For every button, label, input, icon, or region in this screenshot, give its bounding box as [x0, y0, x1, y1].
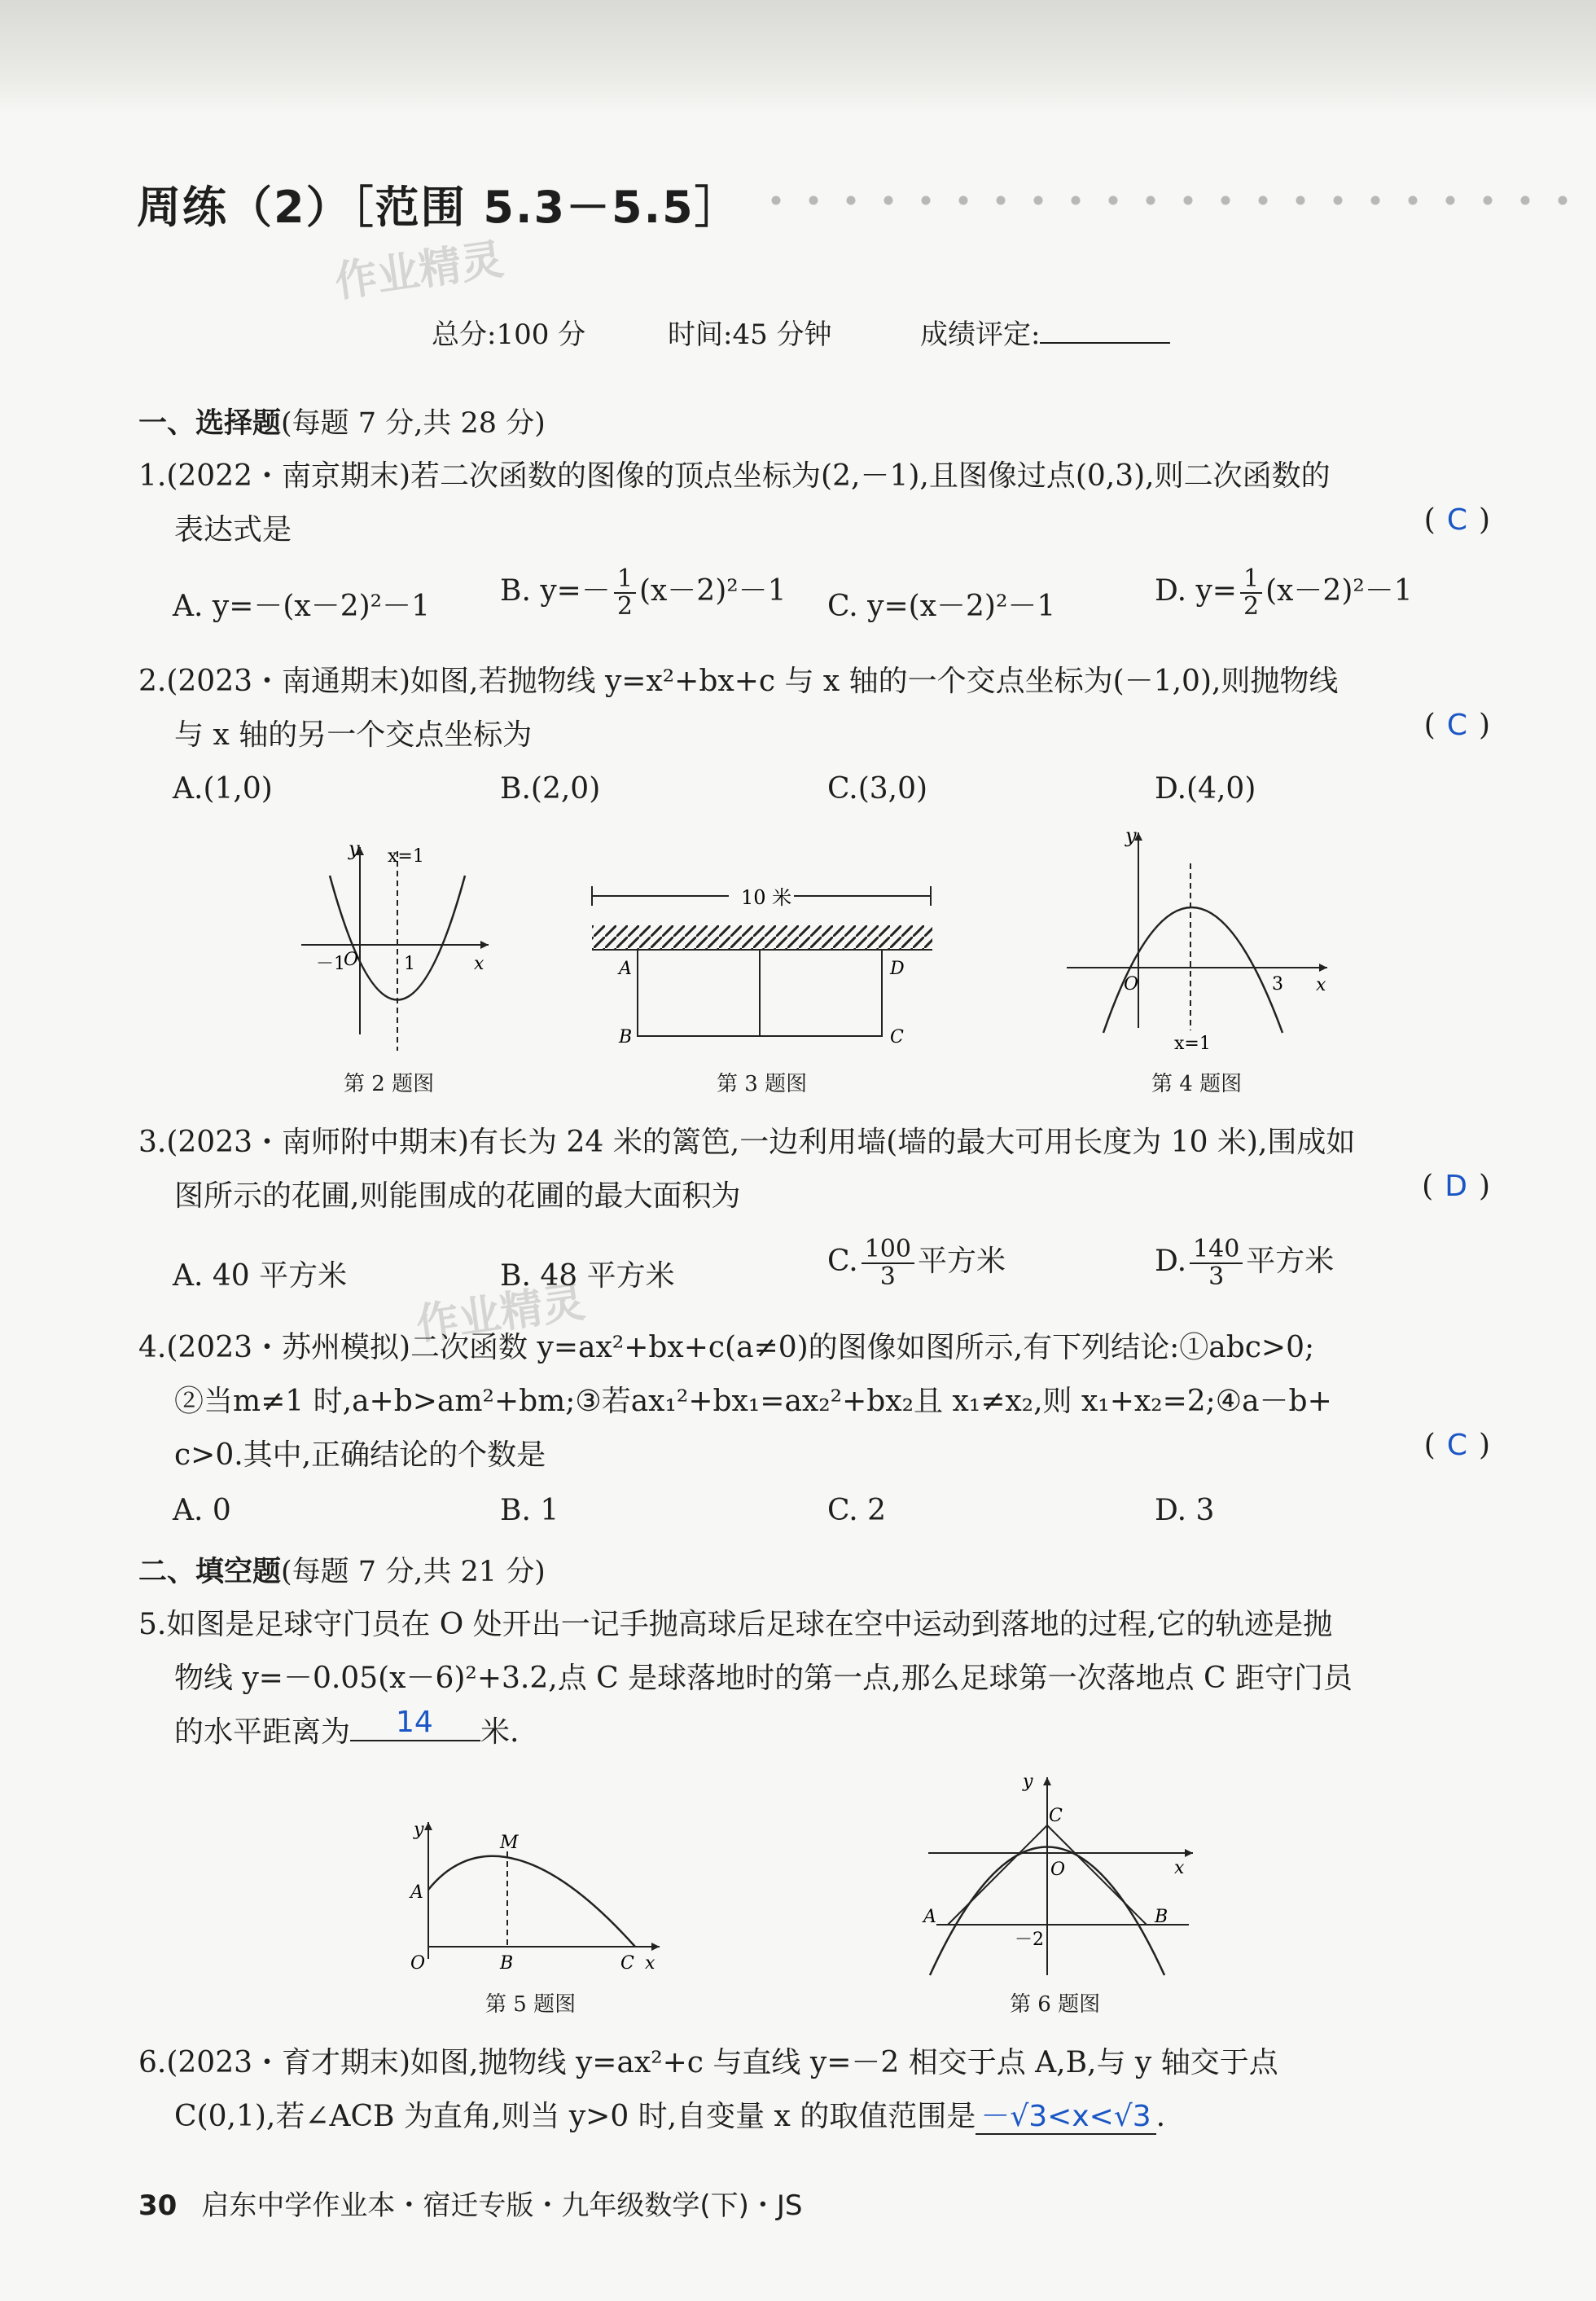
svg-text:－2: －2 — [1015, 1930, 1044, 1950]
question-text: 的水平距离为 14 米. — [138, 1706, 1490, 1759]
svg-text:y: y — [349, 837, 360, 860]
figure-5 — [383, 1812, 676, 1975]
svg-text:C: C — [620, 1953, 634, 1974]
question-text: 2.(2023・南通期末)如图,若抛物线 y=x²+bx+c 与 x 轴的一个交点坐标为(－1,0),则抛物线 — [138, 665, 1339, 698]
option-b: B.(2,0) — [500, 772, 601, 806]
svg-text:x: x — [1174, 1858, 1185, 1878]
svg-text:x=1: x=1 — [388, 846, 424, 867]
scan-top-band — [0, 0, 1596, 114]
answer-bracket: ( D ) — [1422, 1170, 1490, 1203]
figure-2 — [285, 831, 513, 1075]
answer-bracket: ( C ) — [1423, 1429, 1490, 1462]
svg-text:10 米: 10 米 — [741, 886, 792, 909]
svg-text:O: O — [344, 950, 359, 970]
svg-text:1: 1 — [404, 954, 415, 974]
figure-3 — [582, 880, 940, 1059]
question-text: ②当m≠1 时,a+b>am²+bm;③若ax₁²+bx₁=ax₂²+bx₂且 x₁≠x₂,则 x₁+x₂=2;④a－b+ — [174, 1385, 1332, 1418]
svg-text:M: M — [500, 1833, 519, 1853]
section-heading: 一、选择题(每题 7 分,共 28 分) — [138, 407, 546, 440]
watermark: 作业精灵 — [413, 1277, 588, 1350]
option-c: C. 2 — [827, 1494, 887, 1527]
question-text: 5.如图是足球守门员在 O 处开出一记手抛高球后足球在空中运动到落地的过程,它的轨迹是抛 — [138, 1608, 1333, 1641]
question-text: 物线 y=－0.05(x－6)²+3.2,点 C 是球落地时的第一点,那么足球第一次落地点 C 距守门员 — [174, 1662, 1353, 1695]
svg-text:x=1: x=1 — [1174, 1034, 1211, 1054]
fill-answer: 14 — [396, 1706, 433, 1739]
section-heading: 二、填空题(每题 7 分,共 21 分) — [138, 1556, 546, 1588]
option-b: B. 48 平方米 — [500, 1259, 675, 1293]
answer-bracket: ( C ) — [1423, 709, 1490, 742]
svg-text:A: A — [410, 1882, 423, 1903]
svg-text:y: y — [414, 1820, 424, 1840]
svg-text:O: O — [1050, 1860, 1066, 1880]
question-text: 4.(2023・苏州模拟)二次函数 y=ax²+bx+c(a≠0)的图像如图所示,有下列结论:①abc>0; — [138, 1331, 1315, 1364]
answer-bracket: ( C ) — [1423, 503, 1490, 537]
question-text: 表达式是 — [174, 513, 292, 547]
option-a: A. y=－(x－2)²－1 — [173, 590, 431, 623]
svg-text:C: C — [1049, 1806, 1063, 1826]
fill-answer: －√3<x<√3 — [976, 2100, 1155, 2135]
figure-6 — [912, 1767, 1205, 1979]
option-d: D. 3 — [1155, 1494, 1215, 1527]
question-text: 与 x 轴的另一个交点坐标为 — [174, 718, 533, 752]
svg-text:O: O — [410, 1953, 426, 1974]
title-dots-decoration — [757, 195, 1572, 205]
grade-label: 成绩评定: — [920, 312, 1170, 352]
question-text: 3.(2023・南师附中期末)有长为 24 米的篱笆,一边利用墙(墙的最大可用长度为 10 米),围成如 — [138, 1126, 1356, 1159]
option-a: A.(1,0) — [173, 772, 273, 806]
total-score: 总分:100 分 — [432, 318, 586, 351]
book-title: 启东中学作业本・宿迁专版・九年级数学(下)・JS — [201, 2189, 803, 2222]
svg-text:3: 3 — [1272, 974, 1283, 995]
page-footer — [138, 2183, 802, 2223]
question-text: 6.(2023・育才期末)如图,抛物线 y=ax²+c 与直线 y=－2 相交于点 A,B,与 y 轴交于点 — [138, 2046, 1278, 2079]
question-text: c>0.其中,正确结论的个数是 — [174, 1438, 546, 1472]
question-3 — [138, 1116, 1490, 1223]
option-c: C. y=(x－2)²－1 — [827, 590, 1056, 623]
svg-text:－1: －1 — [316, 954, 345, 974]
svg-text:x: x — [1316, 975, 1326, 995]
question-1 — [138, 450, 1490, 557]
question-text: 1.(2022・南京期末)若二次函数的图像的顶点坐标为(2,－1),且图像过点(0,3),则二次函数的 — [138, 459, 1331, 493]
svg-text:C: C — [890, 1027, 904, 1047]
svg-text:x: x — [474, 954, 484, 974]
question-text: 图所示的花圃,则能围成的花圃的最大面积为 — [174, 1179, 741, 1213]
question-6 — [138, 2036, 1490, 2144]
option-d: D. $\frac{140}{3}$ 平方米 — [1155, 1235, 1335, 1291]
question-text: C(0,1),若∠ACB 为直角,则当 y>0 时,自变量 x 的取值范围是 －√3<x<√3 . — [174, 2100, 1166, 2133]
option-b: B. y=－ $\frac{1}{2}$ (x－2)²－1 — [500, 564, 787, 621]
watermark: 作业精灵 — [331, 235, 506, 308]
figure-caption: 第 5 题图 — [485, 1992, 577, 2017]
option-d: D.(4,0) — [1155, 772, 1256, 806]
question-2 — [138, 655, 1490, 762]
figure-caption: 第 6 题图 — [1010, 1992, 1101, 2017]
svg-text:x: x — [645, 1953, 656, 1974]
question-5 — [138, 1598, 1490, 1759]
option-d: D. y= $\frac{1}{2}$ (x－2)²－1 — [1155, 564, 1413, 621]
time-limit: 时间:45 分钟 — [668, 318, 832, 351]
option-a: A. 40 平方米 — [173, 1259, 348, 1293]
figure-4 — [1050, 823, 1344, 1059]
svg-text:B: B — [619, 1027, 633, 1047]
page-number: 30 — [138, 2189, 178, 2222]
svg-text:y: y — [1023, 1772, 1033, 1792]
figure-caption: 第 4 题图 — [1151, 1072, 1243, 1096]
svg-text:B: B — [500, 1953, 514, 1974]
figure-caption: 第 2 题图 — [344, 1072, 435, 1096]
svg-text:D: D — [890, 959, 905, 979]
option-a: A. 0 — [173, 1494, 231, 1527]
svg-text:A: A — [923, 1907, 936, 1927]
option-c: C. $\frac{100}{3}$ 平方米 — [827, 1235, 1006, 1291]
question-4 — [138, 1321, 1490, 1482]
svg-text:O: O — [1124, 974, 1139, 995]
figure-caption: 第 3 题图 — [717, 1072, 808, 1096]
option-c: C.(3,0) — [827, 772, 928, 806]
svg-text:y: y — [1125, 824, 1137, 847]
svg-text:A: A — [619, 959, 632, 979]
option-b: B. 1 — [500, 1494, 559, 1527]
page-title: 周练（2）［范围 5.3－5.5］ — [137, 182, 740, 233]
svg-text:B: B — [1155, 1907, 1168, 1927]
